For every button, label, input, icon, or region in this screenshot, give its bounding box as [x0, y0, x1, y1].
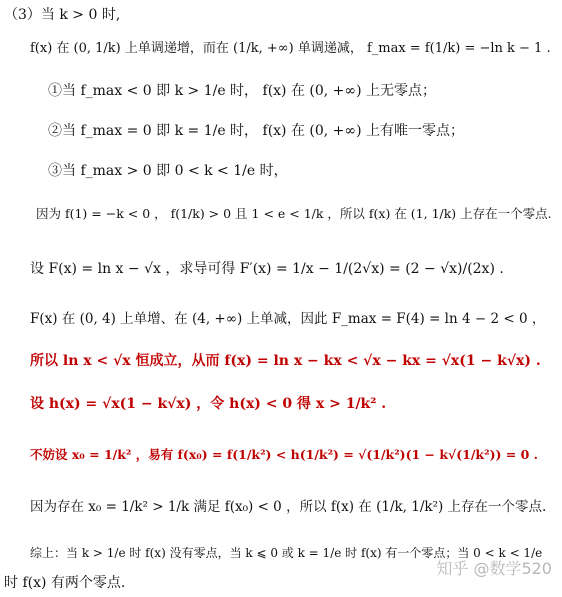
case-3-heading: （3）当 k > 0 时,: [4, 7, 121, 23]
subcase-2: ②当 f_max = 0 即 k = 1/e 时， f(x) 在 (0, +∞) 上有唯一零点；: [48, 123, 464, 139]
choose-x0: 不妨设 x₀ = 1/k² ，易有 f(x₀) = f(1/k²) < h(1/k²) = √(1/k²)(1 − k√(1/k²)) = 0 .: [30, 447, 538, 462]
F-monotonicity: F(x) 在 (0, 4) 上单增、在 (4, +∞) 上单减，因此 F_max = F(4) = ln 4 − 2 < 0 ，: [30, 311, 546, 327]
conclusion: 综上：当 k > 1/e 时 f(x) 没有零点，当 k ⩽ 0 或 k = 1/e 时 f(x) 有一个零点；当 0 < k < 1/e: [30, 546, 543, 560]
subcase-3: ③当 f_max > 0 即 0 < k < 1/e 时，: [48, 163, 288, 179]
watermark: 知乎 @数学520: [436, 559, 552, 578]
define-F: 设 F(x) = ln x − √x ，求导可得 F′(x) = 1/x − 1/(2√x) = (2 − √x)/(2x) .: [30, 261, 504, 277]
monotonicity-statement: f(x) 在 (0, 1/k) 上单调递增，而在 (1/k, +∞) 单调递减， f_max = f(1/k) = −ln k − 1 .: [30, 41, 551, 56]
zero-in-interval-1: 因为 f(1) = −k < 0 ， f(1/k) > 0 且 1 < e < 1/k ，所以 f(x) 在 (1, 1/k) 上存在一个零点.: [36, 206, 552, 221]
conclusion-continued: 时 f(x) 有两个零点.: [4, 575, 126, 591]
inequality-lnx: 所以 ln x < √x 恒成立，从而 f(x) = ln x − kx < √x − kx = √x(1 − k√x) .: [30, 353, 541, 369]
zero-in-interval-2: 因为存在 x₀ = 1/k² > 1/k 满足 f(x₀) < 0 ，所以 f(x) 在 (1/k, 1/k²) 上存在一个零点.: [30, 499, 547, 515]
subcase-1: ①当 f_max < 0 即 k > 1/e 时， f(x) 在 (0, +∞) 上无零点；: [48, 83, 436, 99]
define-h: 设 h(x) = √x(1 − k√x) ，令 h(x) < 0 得 x > 1/k² .: [30, 396, 387, 412]
